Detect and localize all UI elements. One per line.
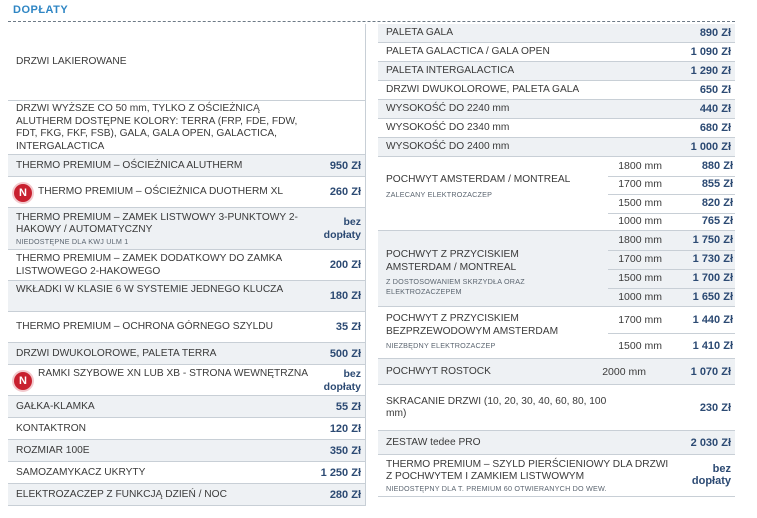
size-value: 1700 mm: [618, 178, 662, 191]
row-label: POCHWYT AMSTERDAM / MONTREAL ZALECANY ELEKTROZACZEP: [386, 174, 581, 200]
table-row: [8, 440, 366, 462]
table-row: [8, 250, 366, 281]
row-price: bez dopłaty: [323, 367, 361, 393]
row-label: DRZWI WYŻSZE CO 50 mm, TYLKO Z OŚCIEŻNICĄ ALUTHERM DOSTĘPNE KOLORY: TERRA (FRP, FDE, FDW, FDT, FKG, FKF, FSB), GALA, GALA OPEN, GALACTICA, INTERGALACTICA: [16, 103, 298, 152]
table-row: [8, 418, 366, 440]
size-price: 855 Zł: [701, 178, 733, 191]
sub-divider: [608, 333, 735, 334]
row-price: 200 Zł: [329, 259, 361, 271]
row-label: ZESTAW tedee PRO: [386, 436, 481, 448]
row-label: THERMO PREMIUM – OŚCIEŻNICA DUOTHERM XL: [38, 186, 284, 198]
size-price: 880 Zł: [701, 159, 733, 172]
row-price: 1 290 Zł: [690, 65, 731, 77]
row-label: WYSOKOŚĆ DO 2240 mm: [386, 103, 510, 114]
row-label: THERMO PREMIUM – SZYLD PIERŚCIENIOWY DLA DRZWI Z POCHWYTEM I ZAMKIEM LISTWOWYM NIEDOSTĘPNY DLA T. PREMIUM 60 OTWIERANYCH DO WEW.: [386, 459, 676, 494]
table-row: [8, 24, 366, 101]
right-price-table: [378, 24, 735, 497]
row-price: bez dopłaty: [323, 216, 361, 241]
row-price: 650 Zł: [699, 84, 731, 96]
size-value: 1500 mm: [618, 272, 662, 284]
row-label: PALETA INTERGALACTICA: [386, 65, 515, 76]
sub-divider: [608, 176, 735, 177]
row-label: DRZWI LAKIEROWANE: [16, 56, 127, 68]
table-row: [8, 312, 366, 343]
table-row: [378, 100, 735, 119]
sub-divider: [608, 269, 735, 270]
row-note: NIEZBĘDNY ELEKTROZACZEP: [386, 341, 496, 350]
size-value: 1700 mm: [618, 313, 662, 326]
row-label: PALETA GALA: [386, 27, 454, 38]
size-value: 1500 mm: [618, 196, 662, 209]
table-row: [8, 155, 366, 177]
row-price: 180 Zł: [329, 290, 361, 302]
row-note: NIEDOSTĘPNY DLA T. PREMIUM 60 OTWIERANYCH DO WEW.: [386, 483, 607, 493]
row-note: ZALECANY ELEKTROZACZEP: [386, 189, 493, 199]
row-price: 680 Zł: [699, 122, 731, 134]
row-price: 440 Zł: [699, 103, 731, 115]
row-price: 890 Zł: [699, 27, 731, 39]
table-row: [8, 462, 366, 484]
table-row: [8, 101, 366, 155]
table-row: [378, 24, 735, 43]
row-label: THERMO PREMIUM – ZAMEK DODATKOWY DO ZAMKA LISTWOWEGO 2-HAKOWEGO: [16, 253, 282, 277]
row-price: 1 000 Zł: [690, 141, 731, 153]
row-price: 500 Zł: [329, 347, 361, 360]
table-row: [378, 62, 735, 81]
sub-divider: [608, 194, 735, 195]
size-price: 1 410 Zł: [692, 339, 733, 352]
size-price: 1 750 Zł: [692, 234, 733, 246]
row-price: 230 Zł: [699, 401, 731, 414]
row-label: SKRACANIE DRZWI (10, 20, 30, 40, 60, 80, 100 mm): [386, 395, 607, 419]
row-label: ROZMIAR 100E: [16, 444, 90, 456]
row-price: 1 090 Zł: [690, 46, 731, 58]
row-note: Z DOSTOSOWANIEM SKRZYDŁA ORAZ ELEKTROZACZEPEM: [386, 277, 525, 296]
row-label: THERMO PREMIUM – OŚCIEŻNICA ALUTHERM: [16, 159, 243, 171]
title-dashed-divider: [8, 21, 735, 22]
table-row: [378, 431, 735, 455]
row-label: RAMKI SZYBOWE XN LUB XB - STRONA WEWNĘTRZNA: [38, 368, 308, 379]
table-row: [378, 359, 735, 385]
table-row: [8, 208, 366, 250]
table-row: [8, 484, 366, 506]
table-row: [378, 81, 735, 100]
row-label: DRZWI DWUKOLOROWE, PALETA GALA: [386, 84, 580, 95]
row-label: WYSOKOŚĆ DO 2340 mm: [386, 122, 510, 133]
row-label: SAMOZAMYKACZ UKRYTY: [16, 466, 146, 478]
table-row: [378, 455, 735, 497]
size-value: 1700 mm: [618, 253, 662, 265]
table-row: [378, 119, 735, 138]
row-label: WKŁADKI W KLASIE 6 W SYSTEMIE JEDNEGO KLUCZA: [16, 284, 284, 295]
row-label: THERMO PREMIUM – OCHRONA GÓRNEGO SZYLDU: [16, 321, 273, 333]
row-price: 280 Zł: [329, 488, 361, 501]
size-price: 1 730 Zł: [692, 253, 733, 265]
row-price: 1 070 Zł: [690, 365, 731, 378]
row-price: 950 Zł: [329, 159, 361, 172]
row-price: 35 Zł: [335, 321, 361, 333]
row-label: POCHWYT Z PRZYCISKIEM BEZPRZEWODOWYM AMSTERDAM NIEZBĘDNY ELEKTROZACZEP: [386, 313, 581, 351]
row-label: POCHWYT Z PRZYCISKIEM AMSTERDAM / MONTREAL Z DOSTOSOWANIEM SKRZYDŁA ORAZ ELEKTROZACZEPEM: [386, 249, 581, 297]
row-price: 120 Zł: [329, 422, 361, 435]
section-title: DOPŁATY: [13, 4, 69, 16]
left-price-table: [8, 24, 366, 506]
table-row: [8, 396, 366, 418]
table-row-group: [378, 157, 735, 231]
new-badge-icon: N: [14, 372, 32, 390]
size-value: 1800 mm: [618, 234, 662, 246]
row-price: 350 Zł: [329, 444, 361, 457]
row-label: DRZWI DWUKOLOROWE, PALETA TERRA: [16, 347, 217, 359]
size-value: 1000 mm: [618, 215, 662, 228]
size-value: 1000 mm: [618, 291, 662, 303]
size-value: 2000 mm: [602, 365, 646, 378]
size-value: 1500 mm: [618, 339, 662, 352]
sub-divider: [608, 288, 735, 289]
row-label: POCHWYT ROSTOCK: [386, 365, 491, 377]
table-row-group: [378, 231, 735, 307]
table-row: [8, 343, 366, 365]
size-value: 1800 mm: [618, 159, 662, 172]
row-note: NIEDOSTĘPNE DLA KWJ ULM 1: [16, 236, 129, 246]
sub-divider: [608, 213, 735, 214]
row-label: WYSOKOŚĆ DO 2400 mm: [386, 141, 510, 152]
table-row: [378, 138, 735, 157]
row-label: THERMO PREMIUM – ZAMEK LISTWOWY 3-PUNKTOWY 2-HAKOWY / AUTOMATYCZNY NIEDOSTĘPNE DLA KWJ ULM 1: [16, 212, 316, 247]
row-price: bez dopłaty: [691, 463, 731, 487]
row-label: GAŁKA-KLAMKA: [16, 400, 95, 412]
size-price: 765 Zł: [701, 215, 733, 228]
size-price: 820 Zł: [701, 196, 733, 209]
row-price: 55 Zł: [335, 400, 361, 413]
row-label: KONTAKTRON: [16, 422, 86, 434]
row-label: PALETA GALACTICA / GALA OPEN: [386, 46, 550, 57]
table-row: [8, 365, 366, 396]
row-price: 260 Zł: [329, 186, 361, 198]
row-label: ELEKTROZACZEP Z FUNKCJĄ DZIEŃ / NOC: [16, 488, 227, 500]
new-badge-icon: N: [14, 184, 32, 202]
table-row: [8, 177, 366, 208]
size-price: 1 440 Zł: [692, 313, 733, 326]
table-row: [8, 281, 366, 312]
sub-divider: [608, 250, 735, 251]
size-price: 1 700 Zł: [692, 272, 733, 284]
table-row-group: [378, 307, 735, 359]
row-price: 2 030 Zł: [690, 436, 731, 449]
row-price: 1 250 Zł: [320, 466, 361, 479]
table-row: [378, 43, 735, 62]
table-row: [378, 385, 735, 431]
size-price: 1 650 Zł: [692, 291, 733, 303]
